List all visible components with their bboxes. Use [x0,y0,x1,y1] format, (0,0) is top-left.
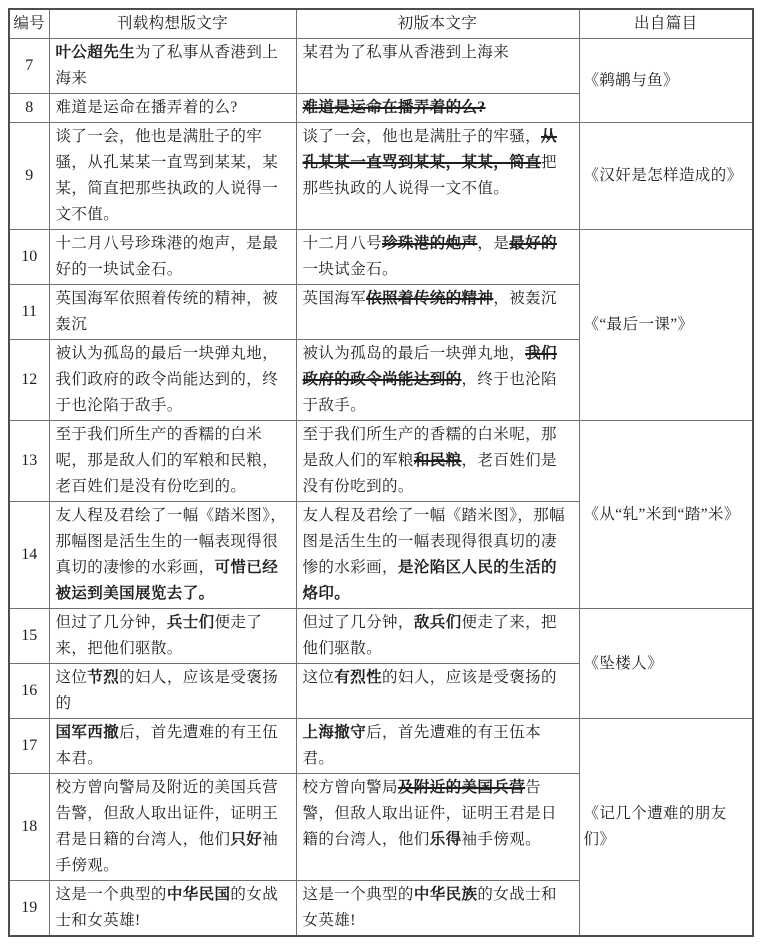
text-segment: 这是一个典型的 [55,886,167,903]
source-title-cell: 《坠楼人》 [579,609,753,719]
text-segment: 的妇人，应该是受褒扬的 [55,669,279,712]
source-title-cell: 《从“轧”米到“踏”米》 [579,421,753,609]
text-segment: 把那些执政的人说得一文不值。 [302,154,557,197]
text-segment: 袖手傍观。 [461,831,542,848]
text-segment: 为了私事从香港到上海来 [55,44,279,87]
source-title-cell: 《记几个遭难的朋友们》 [579,719,753,937]
row-number-cell: 10 [9,230,49,285]
first-edition-text-cell [296,719,579,774]
row-number-cell: 13 [9,421,49,502]
text-segment: 校方曾向警局 [302,779,398,796]
text-segment: 英国海军依照着传统的精神，被轰沉 [55,290,279,333]
text-segment: 这是一个典型的 [302,886,414,903]
table-row [9,719,753,774]
text-segment: 英国海军 [302,290,367,307]
first-edition-text-cell [296,774,579,881]
text-segment: 至于我们所生产的香糯的白米呢，那是敌人们的军粮 [302,426,557,469]
table-row [9,230,753,285]
text-segment: 被认为孤岛的最后一块弹丸地， [302,345,526,362]
text-segment: 从孔某某一直骂到某某，某某，简直 [302,128,557,171]
text-segment: ，终于也沦陷于敌手。 [302,371,557,414]
text-segment: 这位 [55,669,88,686]
draft-text-cell [49,123,296,230]
draft-text-cell [49,774,296,881]
text-segment: 可惜已经被运到美国展览去了。 [55,559,279,602]
text-segment: 的女战士和女英雄! [302,886,557,929]
header-cell-source: 出自篇目 [579,9,753,39]
text-segment: 谈了一会，他也是满肚子的牢骚， [302,128,542,145]
row-number-cell: 14 [9,502,49,609]
draft-text-cell [49,719,296,774]
text-segment: ，老百姓们是没有份吃到的。 [302,452,557,495]
text-segment: 某君为了私事从香港到上海来 [302,44,510,61]
first-edition-text-cell [296,609,579,664]
draft-text-cell [49,285,296,340]
text-segment: 我们政府的政令尚能达到的 [302,345,557,388]
text-segment: 有烈性 [334,669,383,686]
table-row [9,123,753,230]
row-number-cell: 16 [9,664,49,719]
text-segment: 难道是运命在播弄着的么? [55,99,238,116]
first-edition-text-cell [296,123,579,230]
text-segment: 中华民国 [166,886,231,903]
draft-text-cell [49,881,296,937]
draft-text-cell [49,502,296,609]
table-row [9,609,753,664]
text-segment: 节烈 [87,669,120,686]
text-segment: 十二月八号珍珠港的炮声，是最好的一块试金石。 [55,235,279,278]
text-segment: 的女战士和女英雄! [55,886,279,929]
draft-text-cell [49,230,296,285]
first-edition-text-cell [296,664,579,719]
table-row [9,421,753,502]
text-segment: 友人程及君绘了一幅《踏米图》，那幅图是活生生的一幅表现得很真切的凄惨的水彩画， [55,507,287,576]
table-row [9,39,753,94]
source-title-cell: 《鹈鹕与鱼》 [579,39,753,123]
row-number-cell: 9 [9,123,49,230]
draft-text-cell [49,609,296,664]
text-segment: ，是 [477,235,510,252]
text-segment: 只好 [230,831,263,848]
row-number-cell: 11 [9,285,49,340]
header-cell-draft: 刊载构想版文字 [49,9,296,39]
revision-comparison-table [8,8,754,937]
text-segment: 中华民族 [413,886,478,903]
text-segment: 校方曾向警局及附近的美国兵营告警，但敌人取出证件，证明王君是日籍的台湾人，他们 [55,779,279,848]
text-segment: 十二月八号 [302,235,383,252]
first-edition-text-cell [296,881,579,937]
text-segment: 袖手傍观。 [55,831,279,874]
text-segment: 被认为孤岛的最后一块弹丸地，我们政府的政令尚能达到的，终于也沦陷于敌手。 [55,345,279,414]
header-row [9,9,753,39]
text-segment: 兵士们 [166,614,215,631]
text-segment: 至于我们所生产的香糯的白米呢，那是敌人们的军粮和民粮，老百姓们是没有份吃到的。 [55,426,279,495]
text-segment: ，被轰沉 [493,290,557,307]
text-segment: 便走了来，把他们驱散。 [55,614,263,657]
text-segment: 敌兵们 [413,614,462,631]
text-segment: 乐得 [429,831,462,848]
text-segment: 后，首先遭难的有王伍本君。 [55,724,279,767]
text-segment: 珍珠港的炮声 [382,235,478,252]
first-edition-text-cell [296,340,579,421]
row-number-cell: 15 [9,609,49,664]
first-edition-text-cell [296,230,579,285]
text-segment: 但过了几分钟， [302,614,414,631]
text-segment: 友人程及君绘了一幅《踏米图》，那幅图是活生生的一幅表现得很真切的凄惨的水彩画， [302,507,566,576]
draft-text-cell [49,664,296,719]
source-title-cell: 《“最后一课”》 [579,230,753,421]
text-segment: 上海撤守 [302,724,367,741]
text-segment: 国军西撤 [55,724,120,741]
row-number-cell: 18 [9,774,49,881]
text-segment: 及附近的美国兵营 [397,779,526,796]
first-edition-text-cell [296,39,579,94]
text-segment: 但过了几分钟， [55,614,167,631]
text-segment: 后，首先遭难的有王伍本君。 [302,724,542,767]
first-edition-text-cell [296,502,579,609]
text-segment: 的妇人，应该是受褒扬的 [382,669,557,686]
text-segment: 谈了一会，他也是满肚子的牢骚，从孔某某一直骂到某某，某某，简直把那些执政的人说得一文不值。 [55,128,279,223]
text-segment: 这位 [302,669,335,686]
text-segment: 告警，但敌人取出证件，证明王君是日籍的台湾人，他们 [302,779,557,848]
first-edition-text-cell [296,421,579,502]
text-segment: 和民粮 [413,452,462,469]
draft-text-cell [49,39,296,94]
draft-text-cell [49,94,296,123]
text-segment: 依照着传统的精神 [366,290,494,307]
row-number-cell: 7 [9,39,49,94]
first-edition-text-cell [296,285,579,340]
row-number-cell: 17 [9,719,49,774]
draft-text-cell [49,421,296,502]
text-segment: 最好的 [509,235,557,252]
header-cell-number: 编号 [9,9,49,39]
draft-text-cell [49,340,296,421]
source-title-cell: 《汉奸是怎样造成的》 [579,123,753,230]
row-number-cell: 19 [9,881,49,937]
table-body [9,39,753,937]
text-segment: 一块试金石。 [302,261,398,278]
text-segment: 难道是运命在播弄着的么? [302,99,486,116]
first-edition-text-cell [296,94,579,123]
text-segment: 叶公超先生 [55,44,136,61]
text-segment: 是沦陷区人民的生活的烙印。 [302,559,557,602]
text-segment: 便走了来，把他们驱散。 [302,614,557,657]
row-number-cell: 12 [9,340,49,421]
header-cell-first-edition: 初版本文字 [296,9,579,39]
row-number-cell: 8 [9,94,49,123]
